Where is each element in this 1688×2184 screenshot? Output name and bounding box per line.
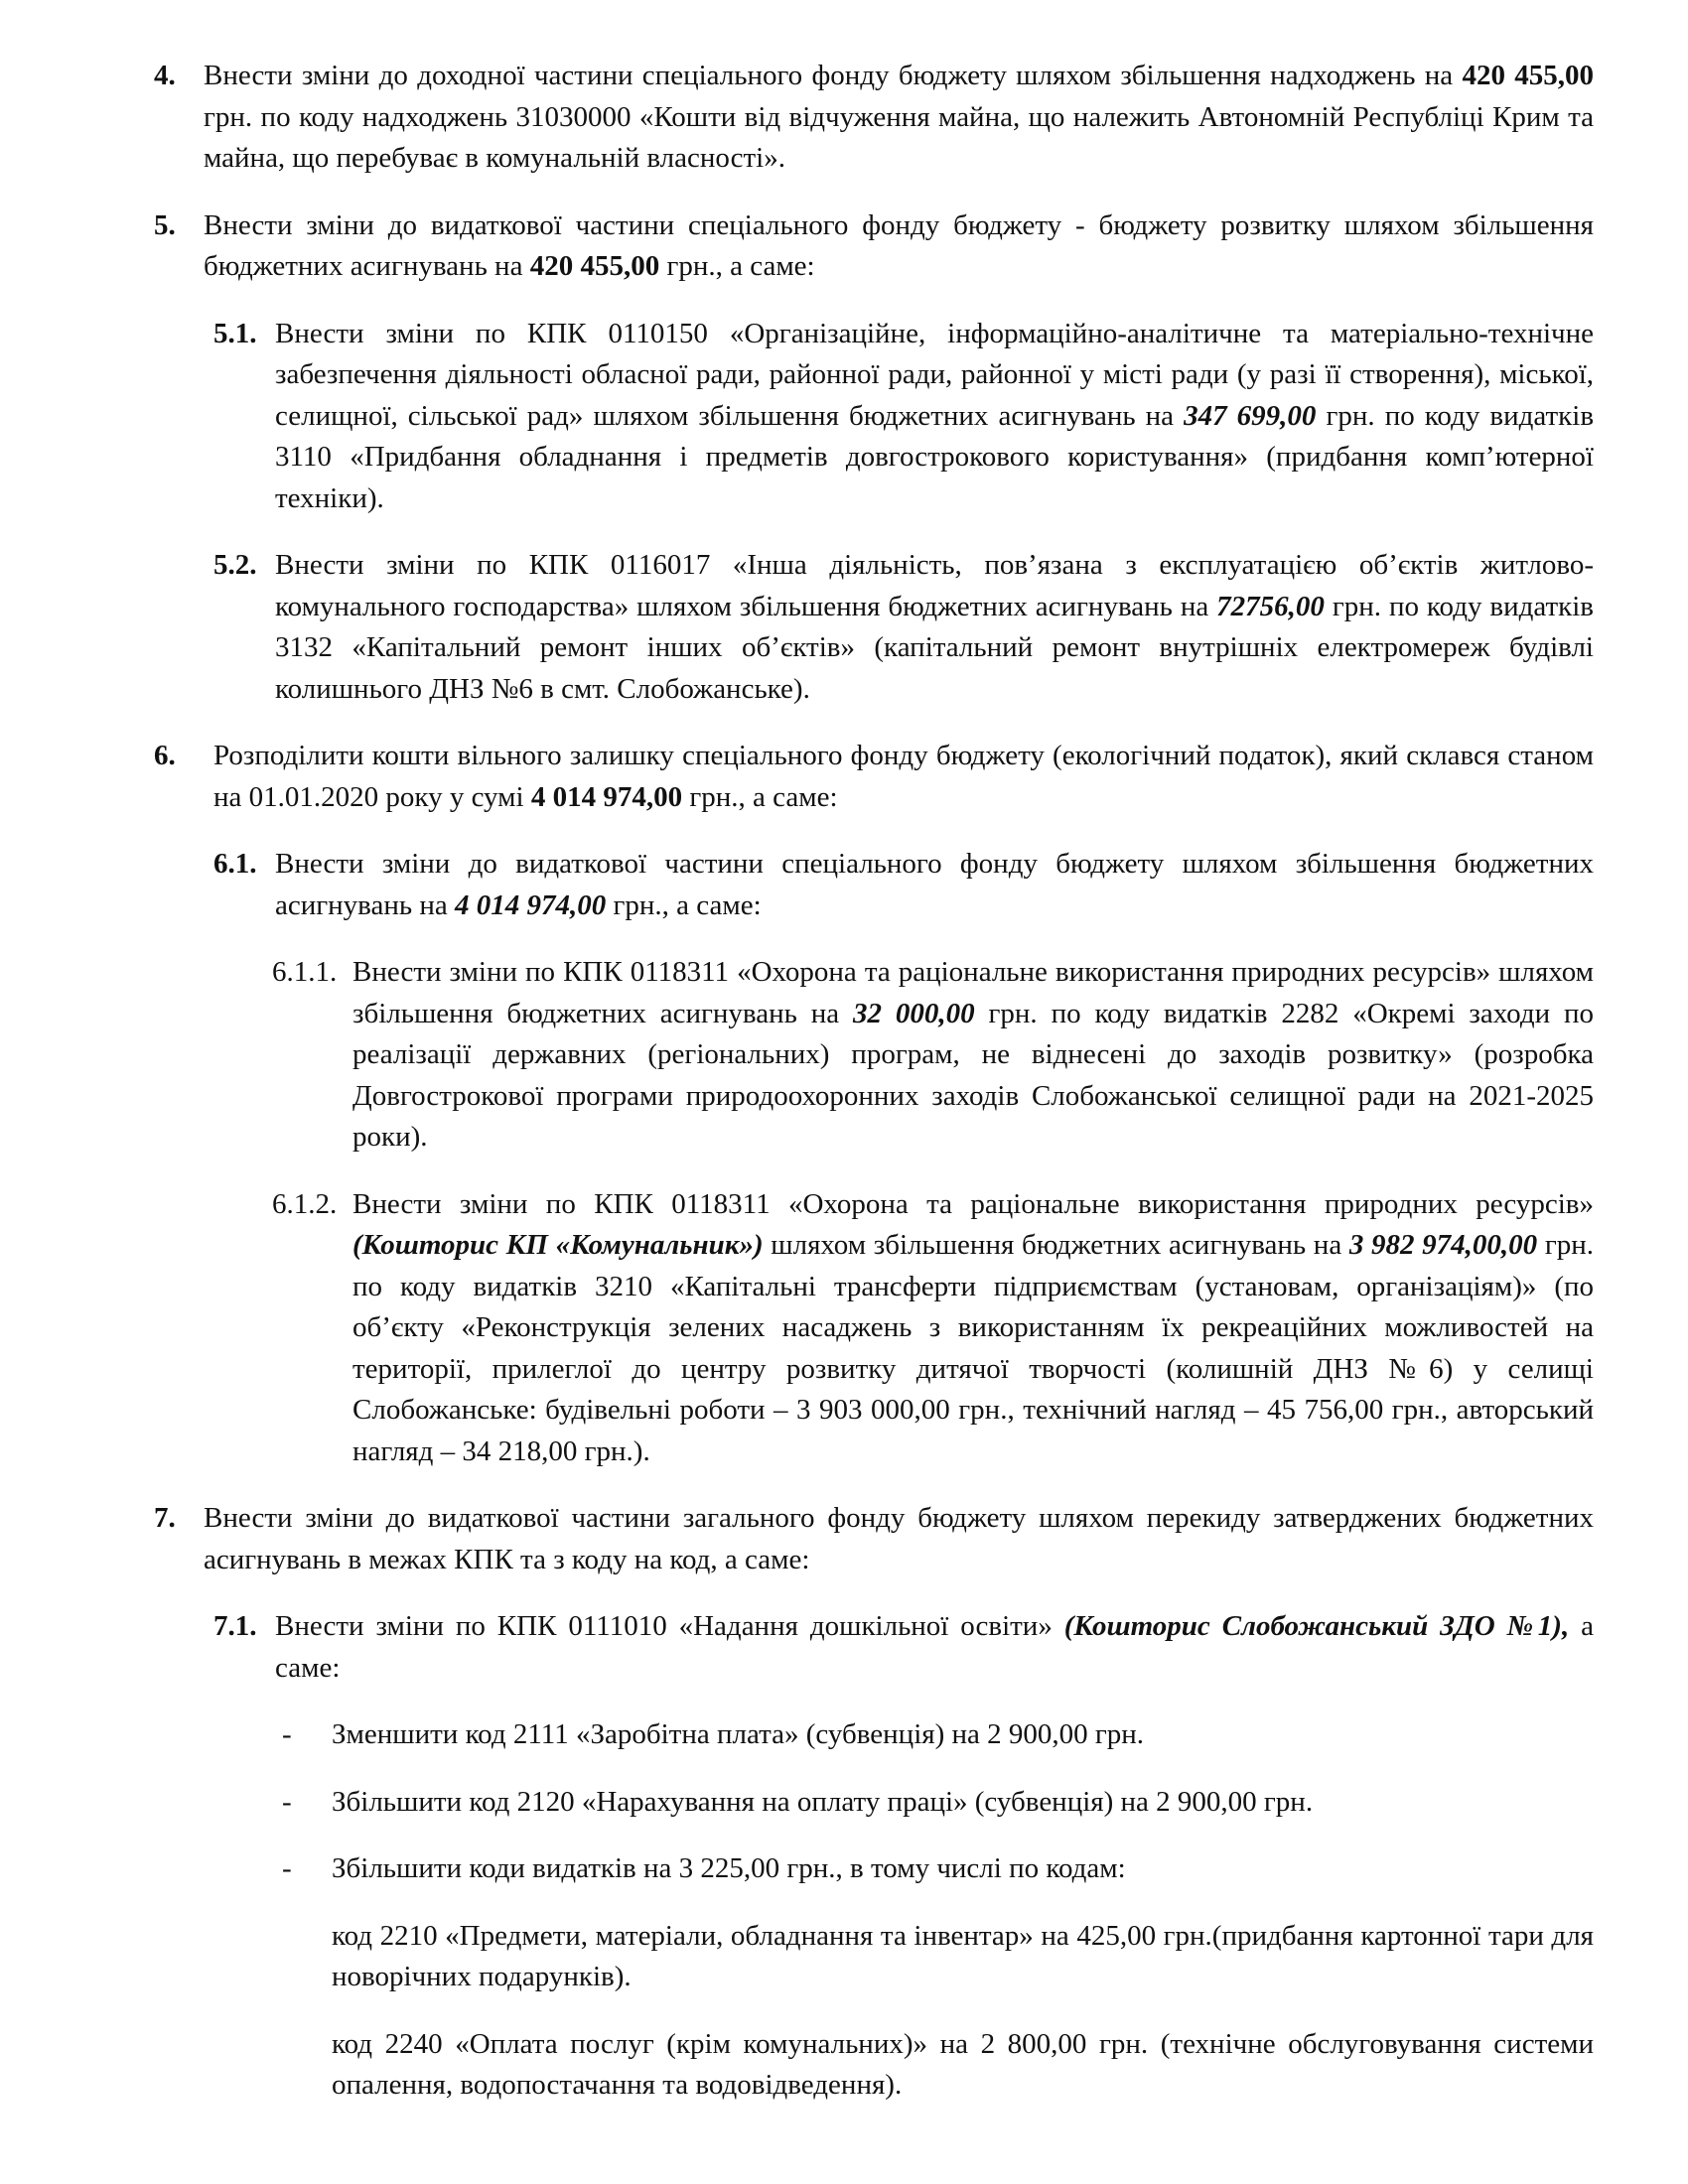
item-number: 5.2. bbox=[213, 549, 257, 581]
dash-symbol: - bbox=[282, 1852, 292, 1884]
budget-ref: (Кошторис КП «Комунальник») bbox=[352, 1229, 764, 1261]
item-6-1-1 bbox=[272, 952, 1594, 1159]
item-number: 5.1. bbox=[213, 317, 257, 349]
item-text: Внести зміни по КПК 0118311 «Охорона та раціональне використання природних ресурсів» (Кошторис КП «Комунальник») шляхом збільшення бюджетних асигнувань на 3 982 974,00,00 грн. по коду видатків 3210 «Капітальні трансферти підприємствам (установам, організаціям)» (по об’єкту «Реконструкція зелених насаджень з використанням їх рекреаційних можливостей на території, прилеглої до центру розвитку дитячої творчості (колишній ДНЗ №6) у селищі Слобожанське: будівельні роботи – 3 903 000,00 грн., технічний нагляд – 45 756,00 грн., авторський нагляд – 34 218,00 грн.). bbox=[352, 1187, 1594, 1467]
item-text: Внести зміни до доходної частини спеціального фонду бюджету шляхом збільшення надходжень на 420 455,00 грн. по коду надходжень 31030000 «Кошти від відчуження майна, що належить Автономній Республіці Крим та майна, що перебуває в комунальній власності». bbox=[204, 60, 1594, 174]
item-text: Розподілити кошти вільного залишку спеціального фонду бюджету (екологічний податок), який склався станом на 01.01.2020 року у сумі 4 014 974,00 грн., а саме: bbox=[213, 740, 1594, 813]
dash-symbol: - bbox=[282, 1785, 292, 1818]
budget-ref: (Кошторис Слобожанський ЗДО №1), bbox=[1063, 1610, 1570, 1642]
dash-text: Збільшити коди видатків на 3 225,00 грн., в тому числі по кодам: bbox=[332, 1852, 1126, 1884]
item-number: 5. bbox=[154, 208, 176, 241]
item-5-1 bbox=[213, 314, 1594, 520]
item-text: Внести зміни по КПК 0116017 «Інша діяльність, пов’язана з експлуатацією об’єктів житлово-комунального господарства» шляхом збільшення бюджетних асигнувань на 72756,00 грн. по коду видатків 3132 «Капітальний ремонт інших об’єктів» (капітальний ремонт внутрішніх електромереж будівлі колишнього ДНЗ №6 в смт. Слобожанське). bbox=[275, 549, 1594, 705]
item-number: 6.1. bbox=[213, 848, 257, 880]
item-text: Внести зміни до видаткової частини спеціального фонду бюджету - бюджету розвитку шляхом збільшення бюджетних асигнувань на 420 455,00 грн., а саме: bbox=[204, 208, 1594, 282]
item-6-1-2 bbox=[272, 1184, 1594, 1473]
code-item: код 2240 «Оплата послуг (крім комунальних)» на 2 800,00 грн. (технічне обслуговування системи опалення, водопостачання та водовідведення). bbox=[332, 2027, 1594, 2101]
item-number: 7.1. bbox=[213, 1610, 257, 1642]
item-4 bbox=[154, 56, 1594, 180]
item-text: Внести зміни до видаткової частини загального фонду бюджету шляхом перекиду затверджених бюджетних асигнувань в межах КПК та з коду на код, а саме: bbox=[204, 1502, 1594, 1575]
amount: 420 455,00 bbox=[529, 250, 660, 282]
item-text: Внести зміни по КПК 0111010 «Надання дошкільної освіти» (Кошторис Слобожанський ЗДО №1), а саме: bbox=[275, 1610, 1594, 1684]
amount: 4 014 974,00 bbox=[530, 780, 683, 813]
dash-item bbox=[282, 1782, 1594, 1824]
amount: 420 455,00 bbox=[1462, 60, 1594, 91]
item-6 bbox=[154, 736, 1594, 818]
dash-item bbox=[282, 1714, 1594, 1756]
item-number: 4. bbox=[154, 60, 176, 91]
dash-symbol: - bbox=[282, 1718, 292, 1750]
item-6-1 bbox=[213, 844, 1594, 926]
item-5-2 bbox=[213, 545, 1594, 710]
code-item: код 2210 «Предмети, матеріали, обладнання та інвентар» на 425,00 грн.(придбання картонної тари для новорічних подарунків). bbox=[332, 1919, 1594, 1992]
item-number: 6.1.2. bbox=[272, 1187, 338, 1220]
item-7 bbox=[154, 1498, 1594, 1580]
item-5 bbox=[154, 205, 1594, 288]
item-7-1 bbox=[213, 1606, 1594, 1689]
dash-text: Зменшити код 2111 «Заробітна плата» (субвенція) на 2 900,00 грн. bbox=[332, 1718, 1145, 1750]
amount: 347 699,00 bbox=[1184, 399, 1317, 432]
item-text: Внести зміни по КПК 0118311 «Охорона та раціональне використання природних ресурсів» шляхом збільшення бюджетних асигнувань на 32 000,00 грн. по коду видатків 2282 «Окремі заходи по реалізації державних (регіональних) програм, не віднесені до заходів розвитку» (розробка Довгострокової програми природоохоронних заходів Слобожанської селищної ради на 2021-2025 роки). bbox=[352, 956, 1594, 1153]
amount: 72756,00 bbox=[1216, 590, 1325, 622]
item-text: Внести зміни до видаткової частини спеціального фонду бюджету шляхом збільшення бюджетних асигнувань на 4 014 974,00 грн., а саме: bbox=[275, 848, 1594, 921]
amount: 3 982 974,00,00 bbox=[1348, 1229, 1538, 1261]
item-number: 6.1.1. bbox=[272, 956, 338, 988]
amount: 32 000,00 bbox=[853, 997, 975, 1029]
dash-text: Збільшити код 2120 «Нарахування на оплату праці» (субвенція) на 2 900,00 грн. bbox=[332, 1785, 1314, 1818]
item-text: Внести зміни по КПК 0110150 «Організаційне, інформаційно-аналітичне та матеріально-технічне забезпечення діяльності обласної ради, районної ради, районної у місті ради (у разі її створення), міської, селищної, сільської рад» шляхом збільшення бюджетних асигнувань на 347 699,00 грн. по коду видатків 3110 «Придбання обладнання і предметів довгострокового користування» (придбання комп’ютерної техніки). bbox=[275, 317, 1595, 514]
dash-item bbox=[282, 1848, 1594, 1890]
item-number: 6. bbox=[154, 740, 176, 771]
item-number: 7. bbox=[154, 1502, 176, 1534]
amount: 4 014 974,00 bbox=[455, 888, 607, 921]
